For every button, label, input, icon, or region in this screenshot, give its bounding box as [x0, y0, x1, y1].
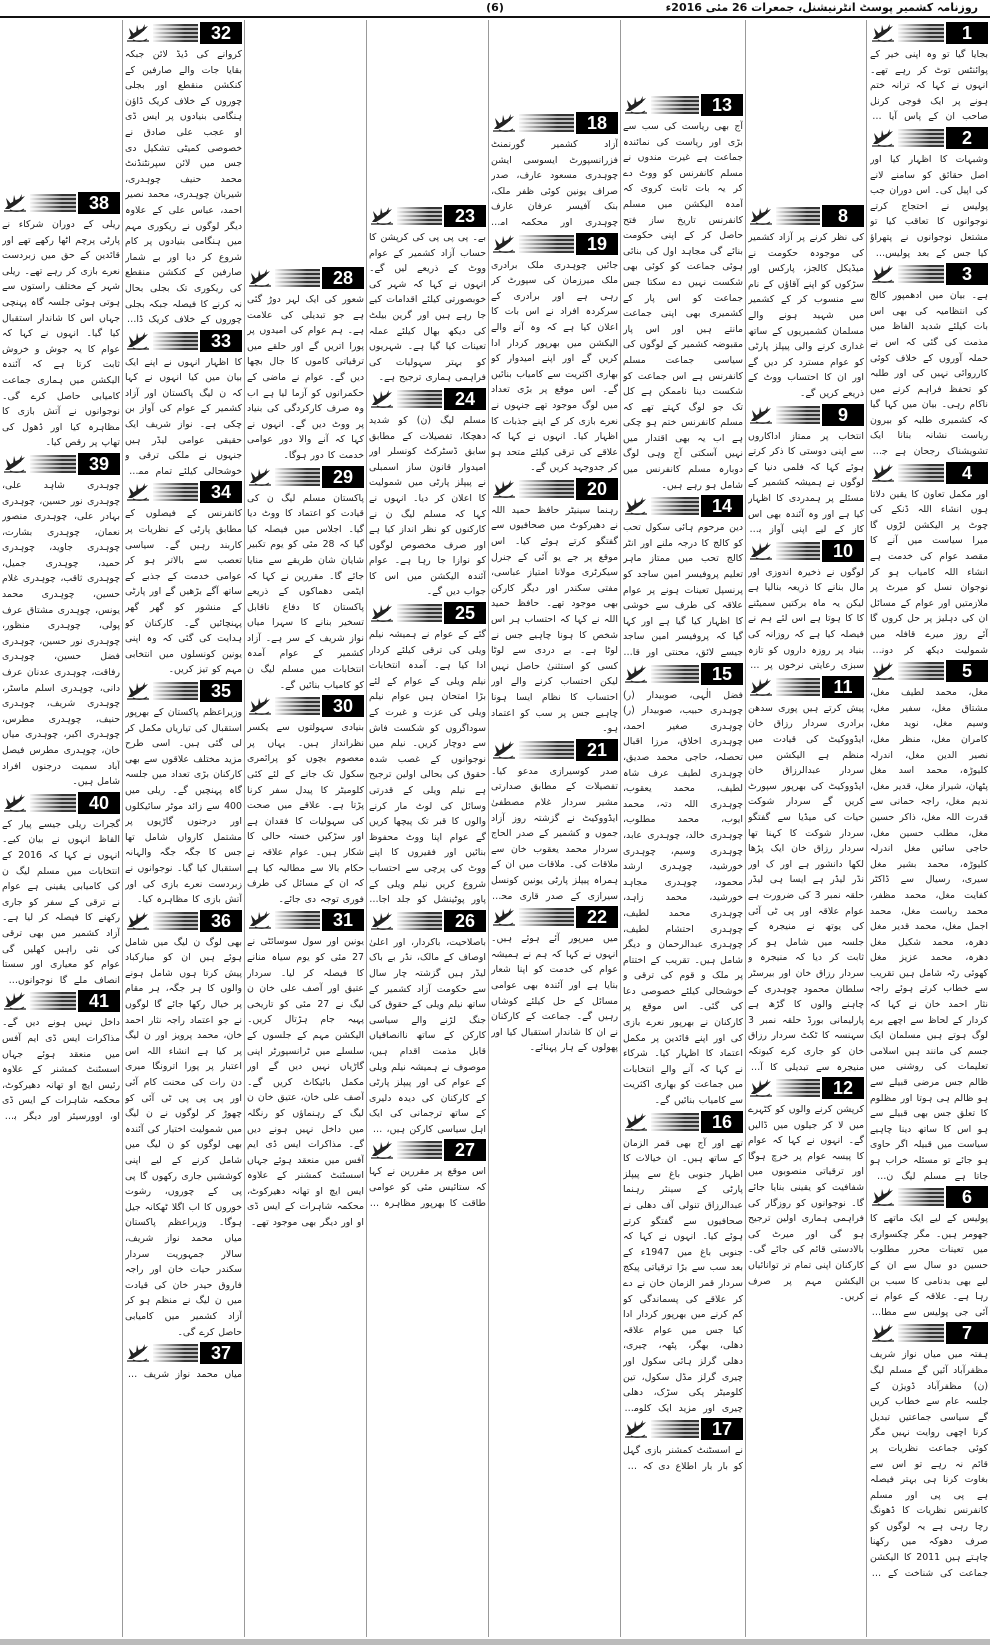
leaf-emblem-icon — [2, 453, 28, 475]
news-body: آزاد کشمیر گورنمنٹ فزرانسپورٹ ایسوسی ایشن چوہدری مسعود عارف، صدر صراف یونین کوئی ظفر ملک، بنک آفیسر عرفان عارف چوہدری اور محکمہ امور — [491, 139, 618, 228]
section-header — [491, 112, 618, 134]
news-item-20 — [491, 476, 618, 737]
header-stripe — [30, 794, 76, 812]
news-item-33 — [125, 328, 242, 480]
section-number: 26 — [444, 910, 486, 932]
column-1 — [870, 20, 988, 1637]
column-rule — [620, 20, 621, 1637]
column-lead-space — [623, 20, 743, 92]
column-3 — [623, 20, 743, 1637]
header-stripe — [898, 464, 944, 482]
news-body: پولیس کے لیے ایک ماتھے کا جھومر ہیں۔ مگر چکسواری میں تعینات محرر مطلوب حسین دو سال سے ان کے لیے بھی بدنامی کا سبب بن رہا ہے۔ علاقہ کے عوام نے آئی جی پولیس سے مطالبہ — [870, 1213, 988, 1318]
section-number: 22 — [576, 906, 618, 928]
news-body: صدر کوسیرازی مدعو کیا۔ تفصیلات کے مطابق صدارتی مشیر سردار غلام مصطفیٰ ایڈووکیٹ نے گزشتہ روز آزاد جموں و کشمیر کے صدر الحاج سردار محمد یعقوب خان سے ملاقات کی۔ ملاقات میں ان کے ہمراہ پیپلز پارٹی یونین کونسل سیرازی کے صدر قاری محمد — [491, 765, 618, 902]
header-stripe — [275, 269, 320, 287]
header-stripe — [153, 483, 198, 501]
news-body: بے۔ پی پی پی کی کرپشن کا حساب آزاد کشمیر کے عوام ووٹ کے ذریعے لیں گے۔ انہوں نے کہا کہ شہر کی خوبصورتی کیلئے اقدامات کیے جا رہے ہیں اور گرین بیلٹ کی دیکھ بھال کیلئے عملہ تعینات کیا گیا ہے۔ شہریوں کو بہتر سہولیات کی فراہمی ہماری ترجیح ہے۔ — [369, 232, 486, 384]
header-stripe — [898, 129, 944, 147]
page-number: (6) — [486, 1, 504, 14]
newspaper-title-date: روزنامہ کشمیر پوسٹ انٹرنیشنل، جمعرات 26 مئی 2016ء — [665, 1, 978, 14]
column-lead-space — [491, 20, 618, 110]
section-header — [623, 495, 743, 517]
header-stripe — [397, 1141, 442, 1159]
column-2 — [748, 20, 864, 1637]
leaf-emblem-icon — [125, 1342, 151, 1364]
news-item-23 — [369, 203, 486, 386]
news-body: وشبہات کا اظہار کیا اور اصل حقائق کو سامنے لانے کی اپیل کی۔ اس دوران جب پولیس نے احتجاج کرتے نوجوانوں کا تعاقب کیا تو مشتعل نوجوانوں نے پتھراؤ کیا جس کے بعد پولیس نے — [870, 153, 988, 259]
leaf-emblem-icon — [369, 205, 395, 227]
section-number: 21 — [576, 739, 618, 761]
section-header — [491, 739, 618, 761]
section-header — [870, 660, 988, 682]
news-item-35 — [125, 678, 242, 908]
news-item-26 — [369, 908, 486, 1138]
section-number: 2 — [946, 127, 988, 149]
news-item-36 — [125, 908, 242, 1340]
news-item-13 — [623, 92, 743, 493]
section-number: 1 — [946, 22, 988, 44]
section-header — [125, 481, 242, 503]
news-body: ہفتہ میں میاں نواز شریف مظفرآباد آئیں گے مسلم لیگ (ن) مظفرآباد ڈویژن کے جلسہ عام سے خطاب کریں گے سیاسی جماعتیں تبدیل کرنا اچھی روایت نہیں مگر کوئی جماعت نظریات پر قائم نہ رہے تو اس سے بغاوت کرنا ہی بہتر فیصلہ ہے پی پی اور مسلم کانفرنس نظریات کا ڈھونگ رچا رہی ہے یہ لوگوں کو صرف دھوکہ میں رکھنا چاہتے ہیں 2011 کا الیکشن جماعت کی شناخت کے لیے — [870, 1349, 988, 1579]
section-header — [748, 404, 864, 426]
leaf-emblem-icon — [369, 388, 395, 410]
section-number: 32 — [200, 22, 242, 44]
section-number: 27 — [444, 1139, 486, 1161]
leaf-emblem-icon — [623, 495, 649, 517]
section-number: 35 — [200, 680, 242, 702]
header-stripe — [651, 1420, 699, 1438]
section-number: 19 — [576, 233, 618, 255]
header-stripe — [397, 912, 442, 930]
section-header — [369, 602, 486, 624]
section-header — [748, 205, 864, 227]
news-item-22 — [491, 904, 618, 1056]
header-stripe — [519, 480, 574, 498]
news-body: بنیادی سہولتوں سے یکسر نظرانداز ہیں۔ یہاں پر معصوم بچوں کو پرائمری سکول تک جانے کے لئے کئی کلومیٹر کا پیدل سفر کرنا پڑتا ہے۔ علاقے میں صحت کی سہولیات کا فقدان ہے اور سڑکیں خستہ حالی کا شکار ہیں۔ عوام علاقہ نے حکام بالا سے مطالبہ کیا ہے کہ ان کے مسائل کی طرف فوری توجہ دی جائے۔ — [247, 722, 364, 905]
header-stripe — [519, 908, 574, 926]
header-stripe — [776, 406, 820, 424]
leaf-emblem-icon — [2, 990, 28, 1012]
leaf-emblem-icon — [369, 1139, 395, 1161]
section-header — [125, 910, 242, 932]
news-body: ہے۔ بیان میں ادھمپور کالج کی انتظامیہ کی بھی اس بات کیلئے شدید الفاظ میں مذمت کی گئی کہ اس نے حملہ آوروں کے خلاف کوئی کارروائی نہیں کی اور طلبہ کو تحفظ فراہم کرنے میں ناکام رہی۔ بیان میں کہا گیا کہ کشمیری طلبہ کو بیرون ریاست نشانہ بنانا ایک تشویشناک رجحان ہے جس — [870, 290, 988, 458]
leaf-emblem-icon — [623, 1111, 649, 1133]
header-stripe — [275, 468, 320, 486]
section-number: 10 — [822, 540, 864, 562]
leaf-emblem-icon — [369, 602, 395, 624]
news-item-1 — [870, 20, 988, 125]
section-number: 16 — [701, 1111, 743, 1133]
news-body: کروانے کی ڈیڈ لائن جبکہ بقایا جات والے صارفین کے کنکشن منقطع اور بجلی چوروں کے خلاف کریک ڈاؤن ہنگامی بنیادوں پر ایس ڈی او عجب علی صادق نے خصوصی کمیٹی تشکیل دی جس میں لائن سپرنٹنڈنٹ محمد حنیف چوہدری، شیربان چوہدری، محمد نصیر احمد، عباس علی کے علاوہ دیگر لوگوں نے ریکوری مہم میں ہنگامی بنیادوں پر کام شروع کر دیا اور بے شمار صارفین کے کنکشن منقطع کی ریکوری تک بجلی بحال نہ کرنے کا فیصلہ جبکہ بجلی چوروں کے خلاف کریک ڈاؤن — [125, 49, 242, 326]
column-lead-space — [369, 20, 486, 203]
section-header — [247, 909, 364, 931]
news-item-41 — [2, 988, 120, 1124]
news-body: مسلم لیگ (ن) کو شدید دھچکا، تفصیلات کے مطابق سابق ڈسٹرکٹ کونسلر اور امیدوار قانون ساز اسمبلی نے پیپلز پارٹی میں شمولیت کا اعلان کر دیا۔ انہوں نے کہا کہ مسلم لیگ ن نے کارکنوں کو نظر انداز کیا ہے اور صرف مخصوص لوگوں کو نوازا جا رہا ہے۔ عوام آئندہ الیکشن میں اس کا جواب دیں گے۔ — [369, 414, 486, 598]
news-item-25 — [369, 600, 486, 908]
section-header — [870, 1322, 988, 1344]
news-item-21 — [491, 737, 618, 904]
section-number: 13 — [701, 94, 743, 116]
news-body: میاں محمد نواز شریف کی — [125, 1369, 242, 1381]
column-8 — [2, 20, 120, 1637]
section-header — [125, 680, 242, 702]
news-body: اور مکمل تعاون کا یقین دلاتا ہوں انشاء اللہ ڈنکے کی چوٹ پر الیکشن لڑوں گا میرا سیاست میں آنے کا مقصد عوام کی خدمت ہے انشاء اللہ کامیاب ہو کر نوجوان نسل کو میرٹ پر ملازمتیں اور عوام کے مسائل ان کی دہلیز پر حل کروں گا آئے روز میرے قافلہ میں شمولیت دیکھ کر دونوں — [870, 488, 988, 656]
news-body: گجرات ریلی جیسے پیار کے الفاظ انہوں نے بیان کیے۔ انہوں نے کہا کہ 2016 کے انتخابات میں مسلم لیگ ن کی کامیابی یقینی ہے عوام نے ترقی کے سفر کو جاری رکھنے کا فیصلہ کر لیا ہے۔ آزاد کشمیر میں بھی ترقی کی نئی راہیں کھلیں گی عوام کو معیاری اور سستا انصاف ملے گا نوجوانوں کو — [2, 818, 120, 986]
section-number: 8 — [822, 205, 864, 227]
news-body: کرپشن کرنے والوں کو کٹہرے میں لا کر جیلوں میں ڈالیں گے۔ انہوں نے کہا کہ عوام کا پیسہ عوام پر خرچ ہوگا اور ترقیاتی منصوبوں میں شفافیت کو یقینی بنایا جائے گا۔ نوجوانوں کو روزگار کی فراہمی ہماری اولین ترجیح ہو گی اور میرٹ کی بالادستی قائم کی جائے گی۔ کارکنان اپنی تمام تر توانائیاں الیکشن مہم پر صرف کریں۔ — [748, 1104, 864, 1303]
section-header — [247, 466, 364, 488]
section-number: 6 — [946, 1186, 988, 1208]
news-item-37 — [125, 1340, 242, 1383]
news-body: فضل الٰہی، صوبیدار (ر) چوہدری حبیب، صوبیدار (ر) چوہدری صغیر احمد، چوہدری اخلاق، مرزا اقبال تحصلہ، حاجی محمد صدیق، چوہدری لطیف عرف شاہ لطیف، محمد یعقوب، چوہدری اللہ دتہ، محمد ایوب، محمد مطلوب، چوہدری خالد، چوہدری عابد، چوہدری وسیم، چوہدری خورشید، چوہدری ارشد محمود، چوہدری مجاہد خورشید، محمد زاہد، چوہدری محمد لطیف، چوہدری احتشام لطیف، چوہدری عبدالرحمان و دیگر شامل ہیں۔ تقریب کے اختتام پر ملک و قوم کی ترقی و خوشحالی کیلئے خصوصی دعا کی گئی۔ اس موقع پر کارکنان نے بھرپور نعرے بازی کی اور اپنے قائدین پر مکمل اعتماد کا اظہار کیا۔ شرکاء نے کہا کہ آنے والے انتخابات میں جماعت کو بھاری اکثریت سے کامیاب بنائیں گے۔ — [623, 689, 743, 1107]
header-stripe — [153, 332, 198, 350]
section-number: 28 — [322, 267, 364, 289]
section-number: 3 — [946, 263, 988, 285]
section-number: 29 — [322, 466, 364, 488]
news-body: گئے کے عوام نے ہمیشہ نیلم ویلی کی ترقی کیلئے کردار ادا کیا ہے۔ آمدہ انتخابات نیلم ویلی کے عوام کے لئے بڑا امتحان ہیں عوام نیلم ویلی کی عزت و غیرت کے سوداگروں کو شکست فاش سے دوچار کریں۔ نیلم میں نوجوانوں کے غصب شدہ حقوق کی بحالی اولین ترجیح ہے نیلم ویلی کے قدرتی وسائل کی لوٹ مار کرنے والوں کا قبر تک پیچھا کریں گے عوام اپنا ووٹ محفوظ بنائیں اور فقیروں کا اپنے ووٹ کی پرچی سے احتساب شروع کریں نیلم ویلی کے پاور پوٹینشل کو جلد اجاگر — [369, 629, 486, 906]
news-item-18 — [491, 110, 618, 231]
leaf-emblem-icon — [491, 906, 517, 928]
section-number: 25 — [444, 602, 486, 624]
header-stripe — [30, 194, 76, 212]
column-7 — [125, 20, 242, 1637]
news-item-5 — [870, 658, 988, 1184]
section-header — [491, 233, 618, 255]
header-stripe — [776, 1079, 820, 1097]
leaf-emblem-icon — [125, 330, 151, 352]
header-stripe — [776, 678, 820, 696]
leaf-emblem-icon — [247, 267, 273, 289]
leaf-emblem-icon — [623, 663, 649, 685]
section-number: 33 — [200, 330, 242, 352]
leaf-emblem-icon — [748, 205, 774, 227]
news-body: دین مرحوم ہائی سکول تحب کو کالج کا درجہ ملنے اور انٹر کالج تحب میں ممتاز ماہر تعلیم پروفیسر امین ساجد کو پرنسپل تعینات ہونے پر عوام علاقہ کی طرف سے خوشی کا اظہار کیا گیا ہے اور کہا گیا کہ پروفیسر امین ساجد جیسے لائق، محنتی اور قابل — [623, 522, 743, 658]
leaf-emblem-icon — [623, 1418, 649, 1440]
leaf-emblem-icon — [491, 112, 517, 134]
section-header — [623, 1418, 743, 1440]
news-body: پیش کرتے ہیں پوری سدھن برادری سردار رزاق خان ایڈووکیٹ کی قیادت میں منظم ہے الیکشن میں سردار عبدالرزاق خان ایڈووکیٹ کی بھرپور سپورٹ کریں گے سردار شوکت حیات کی میڈیا سے گفتگو سردار شوکت کا کہنا تھا سردار رزاق خان ایک پڑھا لکھا دانشور ہے اور ک اور نڈر لیڈر ہے ایسا ہی لیڈر حلقہ نمبر 3 کی ضرورت ہے عوام علاقہ اور پی ٹی آئی کی یوتھ نے منیجرہ کے جلسہ میں شامل ہو کر ثابت کر دیا کہ منیجرہ و سردار رزاق خان اور بیرسٹر سلطان محمود چوہدری کے چاہنے والوں کا گڑھ ہے پارلیمانی بورڈ حلقہ نمبر 3 سہنسہ کا ٹکٹ سردار رزاق خان کو جاری کرے کیونکہ منیجرہ سے تبدیلی کا آغاز — [748, 702, 864, 1073]
column-rule — [488, 20, 489, 1637]
leaf-emblem-icon — [491, 739, 517, 761]
section-number: 15 — [701, 663, 743, 685]
news-item-12 — [748, 1075, 864, 1305]
leaf-emblem-icon — [870, 1186, 896, 1208]
section-header — [125, 330, 242, 352]
news-item-2 — [870, 125, 988, 261]
news-body: کی نظر کرنے پر آزاد کشمیر کی موجودہ حکومت نے میڈیکل کالجز، پارکس اور سڑکوں کو اپنے آقاؤں کے نام سے منسوب کر کے کشمیر میں شہید ہونے والے مسلمان کشمیریوں کے ساتھ غداری کرنے والی پیپلز پارٹی کو عوام مسترد کر دیں گے اور ان کا احتساب ووٹ کے ذریعے کریں گے۔ — [748, 232, 864, 399]
news-body: چوہدری شاہد علی، چوہدری نور حسین، چوہدری بہادر علی، چوہدری منصور نعمان، چوہدری بشارت، چوہدری جاوید، چوہدری حمید، چوہدری جمیل، چوہدری ثاقب، چوہدری غلام حسین، چوہدری محمد یونس، چوہدری مشتاق عرف پولی، چوہدری منظور، چوہدری نور حسین، چوہدری فضل حسین، چوہدری رفاقت، چوہدری عدنان عرف دانی، چوہدری اسلم ماسٹر، چوہدری شریف، چوہدری حنیف، چوہدری مطرس، چوہدری اکبر، چوہدری میاں خان، چوہدری مطرس فیصل آباد سمیت درجنوں افراد شامل ہیں۔ — [2, 479, 120, 788]
news-item-9 — [748, 402, 864, 538]
section-number: 24 — [444, 388, 486, 410]
news-item-14 — [623, 493, 743, 660]
header-stripe — [898, 265, 944, 283]
section-number: 20 — [576, 478, 618, 500]
leaf-emblem-icon — [623, 94, 649, 116]
section-header — [2, 792, 120, 814]
header-stripe — [519, 114, 574, 132]
news-item-24 — [369, 386, 486, 600]
news-body: یونین اور سول سوسائٹی نے 27 مئی کو یوم سیاہ منانے کا فیصلہ کر لیا۔ سردار عتیق اور آصف علی خان ن لیگ نے 27 مئی کو تاریخی پہیہ جام ہڑتال کریں۔ الیکشن مہم کے جلسوں کے سلسلے میں ٹرانسپورٹر اپنی گاڑیاں نہیں دیں گے اور مکمل بائیکاٹ کریں گے۔ آصف علی خان، عتیق خان ن لیگ کے رہنماؤں کو رنگلہ میں داخل نہیں ہونے دیں گے۔ مذاکرات ایس ڈی ایم آفس میں منعقد ہوئے جہاں اسسٹنٹ کمشنر کے علاوہ ایس ایچ او تھانہ دھیرکوٹ، محکمہ شاہرات کے ایس ڈی او اور دیگر بھی موجود تھے۔ — [247, 936, 364, 1229]
section-header — [125, 1342, 242, 1364]
header-stripe — [30, 455, 76, 473]
news-item-39 — [2, 451, 120, 790]
header-stripe — [397, 604, 442, 622]
header-stripe — [275, 697, 320, 715]
column-rule — [244, 20, 245, 1637]
news-body: رہنما سینیٹر حافظ حمید اللہ نے دھیرکوٹ میں صحافیوں سے گفتگو کرتے ہوئے کیا۔ اس موقع پر جے یو آئی کے جنرل سیکرٹری مولانا امتیاز عباسی، مفتی سکندر اور دیگر کارکن بھی موجود تھے۔ حافظ حمید اللہ نے کہا کہ احتساب ہر اس شخص کا ہونا چاہیے جس نے لوٹا ہے۔ بے دردی سے لوٹا کسی کو استثنیٰ حاصل نہیں لیکن احتساب کرنے والے اور احتساب کا نظام ایسا ہونا چاہیے جس پر سب کو اعتماد ہو۔ — [491, 504, 618, 735]
news-body: وزیراعظم پاکستان کے بھرپور استقبال کی تیاریاں مکمل کر لی گئی ہیں۔ اسی طرح مزید مختلف علاقوں سے بھی کارکنان بڑی تعداد میں جلسہ گاہ پہنچیں گے۔ ریلی میں 400 سے زائد موٹر سائیکلوں اور درجنوں گاڑیوں پر مشتمل کارواں شامل تھا جس کا جگہ جگہ والہانہ استقبال کیا گیا۔ نوجوانوں نے زبردست نعرے بازی کی اور آتش بازی کا مظاہرہ کیا۔ — [125, 706, 242, 906]
section-header — [870, 1186, 988, 1208]
news-item-28 — [247, 265, 364, 464]
section-header — [369, 205, 486, 227]
section-number: 23 — [444, 205, 486, 227]
column-rule — [866, 20, 867, 1637]
header-stripe — [397, 390, 442, 408]
leaf-emblem-icon — [870, 462, 896, 484]
header-stripe — [776, 207, 820, 225]
leaf-emblem-icon — [2, 192, 28, 214]
news-body: میں میرپور آئے ہوئے ہیں۔ انہوں نے کہا کہ ہم نے ہمیشہ عوام کی خدمت کو اپنا شعار بنایا ہے اور آئندہ بھی عوامی مسائل کے حل کیلئے کوشاں رہیں گے۔ جماعت کے کارکنان نے ان کا شاندار استقبال کیا اور پھولوں کے ہار پہنائے۔ — [491, 933, 618, 1054]
news-item-17 — [623, 1416, 743, 1474]
section-header — [369, 910, 486, 932]
section-number: 31 — [322, 909, 364, 931]
leaf-emblem-icon — [491, 478, 517, 500]
header-stripe — [519, 235, 574, 253]
news-item-27 — [369, 1137, 486, 1211]
section-header — [623, 1111, 743, 1133]
news-item-19 — [491, 231, 618, 476]
column-lead-space — [2, 20, 120, 190]
leaf-emblem-icon — [748, 404, 774, 426]
section-header — [491, 478, 618, 500]
news-item-16 — [623, 1109, 743, 1417]
news-body: تھے اور آج بھی قمر الزمان کے ساتھ ہیں۔ ان خیالات کا اظہار جنوبی باغ سے پیپلز پارٹی کے سینئر رہنما عبدالرزاق تنولی آف دھلی نے صحافیوں سے گفتگو کرتے ہوئے کیا۔ انہوں نے کہا کہ جنوبی باغ میں 1947ء کے بعد سب سے بڑا ترقیاتی پیکج سردار قمر الزمان خان نے دے کر علاقے کی پسماندگی کو کم کرنے میں بھرپور کردار ادا کیا جس میں عوام علاقہ دھلی، بھگر، پٹھہ، چیری، دھلی گرلز ہائی سکول اور چیری گرلز مڈل سکول، تین کلومیٹر پکی سڑک، دھلی چیری اور مزید ایک کلومیٹر — [623, 1137, 743, 1414]
news-item-10 — [748, 538, 864, 674]
header-stripe — [651, 497, 699, 515]
masthead — [0, 0, 990, 18]
leaf-emblem-icon — [870, 22, 896, 44]
section-number: 38 — [78, 192, 120, 214]
header-stripe — [153, 1344, 198, 1362]
leaf-emblem-icon — [247, 466, 273, 488]
news-item-7 — [870, 1320, 988, 1581]
section-header — [491, 906, 618, 928]
section-header — [623, 94, 743, 116]
news-body: بجایا گیا تو وہ اپنی خیر کے پوائنٹس توٹ کر رہے تھے۔ انہوں نے کہا کہ ترانہ ختم ہونے پر ایک فوجی کرنل صاحب ان کے پاس آیا اور — [870, 49, 988, 123]
leaf-emblem-icon — [491, 233, 517, 255]
column-lead-space — [748, 20, 864, 203]
news-item-40 — [2, 790, 120, 989]
leaf-emblem-icon — [369, 910, 395, 932]
header-stripe — [153, 682, 198, 700]
leaf-emblem-icon — [125, 22, 151, 44]
news-item-11 — [748, 674, 864, 1075]
section-header — [247, 695, 364, 717]
section-number: 11 — [822, 676, 864, 698]
section-number: 40 — [78, 792, 120, 814]
section-header — [748, 540, 864, 562]
header-stripe — [898, 662, 944, 680]
leaf-emblem-icon — [748, 676, 774, 698]
news-item-4 — [870, 460, 988, 659]
section-number: 9 — [822, 404, 864, 426]
news-body: بھی لوگ ن لیگ میں شامل ہوئے ہیں ان کو مبارکباد پیش کرتا ہوں شامل ہونے والوں کا ہر جگہ، ہر مقام پر خیال رکھا جائے گا لوگوں نے جو اعتماد راجہ نثار احمد خان، محمد پرویز اور ن لیگ پر کیا ہے انشاء اللہ اس اعتبار پر پورا اترونگا میری دن رات کی محنت کام آئی اور پی پی پی ٹی آئی کو چھوڑ کر لوگوں نے ن لیگ میں شمولیت اختیار کی آئندہ بھی لوگوں کو ن لیگ میں شامل کرنے کے لیے اپنی کوششیں جاری رکھوں گا پی پی کے چوروں، رشوت خوروں کا اب اگلا ٹھکانہ جیل ہوگا۔ وزیراعظم پاکستان میاں محمد نواز شریف، سالار جمہوریت سردار سکندر حیات خان اور راجہ فاروق حیدر خان کی قیادت میں ن لیگ نے منظم ہو کر آزاد کشمیر میں کامیابی حاصل کرے گی۔ — [125, 936, 242, 1338]
section-number: 36 — [200, 910, 242, 932]
news-body: ریلی کے دوران شرکاء نے پارٹی پرچم اٹھا رکھے تھے اور قائدین کے حق میں زبردست نعرے بازی کر رہے تھے۔ ریلی شہر کے مختلف راستوں سے ہوتی ہوئی جلسہ گاہ پہنچی جہاں اس کا شاندار استقبال کیا گیا۔ انہوں نے کہا کہ عوام کا یہ جوش و خروش ثابت کرتا ہے کہ آئندہ الیکشن میں ہماری جماعت کامیابی حاصل کرے گی۔ نوجوانوں نے آتش بازی کا مظاہرہ کیا اور ڈھول کی تھاپ پر رقص کیا۔ — [2, 219, 120, 449]
header-stripe — [275, 911, 320, 929]
column-5 — [369, 20, 486, 1637]
column-4 — [491, 20, 618, 1637]
column-rule — [122, 20, 123, 1637]
column-rule — [745, 20, 746, 1637]
header-stripe — [776, 542, 820, 560]
news-body: پاکستان مسلم لیگ ن کی قیادت کو اعتماد کا ووٹ دیا گیا۔ اجلاس میں فیصلہ کیا گیا کہ 28 مئی کو یوم تکبیر شایان شان طریقے سے منایا جائے گا۔ مقررین نے کہا کہ ایٹمی دھماکوں کے ذریعے پاکستان کا دفاع ناقابل تسخیر بنانے کا سہرا میاں نواز شریف کے سر ہے۔ آزاد کشمیر کے عوام آمدہ انتخابات میں مسلم لیگ ن کو کامیاب بنائیں گے۔ — [247, 492, 364, 691]
header-stripe — [519, 741, 574, 759]
column-rule — [366, 20, 367, 1637]
news-item-6 — [870, 1184, 988, 1320]
header-stripe — [153, 24, 198, 42]
section-header — [748, 676, 864, 698]
section-header — [748, 1077, 864, 1099]
header-stripe — [898, 1188, 944, 1206]
leaf-emblem-icon — [247, 909, 273, 931]
news-body: مغل، محمد لطیف مغل، مشتاق مغل، سفیر مغل، وسیم مغل، نوید مغل، کامران مغل، منظر مغل، نصیر الدین مغل، اندرلہ کلیوڑہ، محمد اسد مغل پٹھان، شیراز مغل، قدیر مغل، ندیم مغل، راجہ حمانی سے قدرت اللہ مغل، ذاکر حسین مغل، مطلب حسین مغل، حاجی سائیں مغل اندرلہ کلیوڑہ، محمد بشیر مغل سیری، رسیال سے ڈاکٹر کفایت مغل، محمد مظفر، محمد ریاست مغل، محمد اجمل مغل، محمد قدیر مغل دھرہ، محمد شکیل مغل دھرہ، محمد عزیز مغل کھوئی رٹہ شامل ہیں تقریب سے خطاب کرتے ہوئے راجہ نثار احمد خان نے کہا کہ کردار کے لحاظ سے اچھے برے لوگ ہوتے ہیں مسلمان ایک جسم کی مانند ہیں اسلامی تعلیمات کی روشنی میں ظالم جس مرضی قبیلے سے ہو ظالم ہی ہوتا اور مظلوم کا تعلق جس بھی قبیلے سے ہو اس کا ساتھ دینا چاہیے سیاست میں قبیلہ اگر حاوی ہو جائے تو مسئلہ خراب ہو جاتا ہے مسلم لیگ ن نے — [870, 687, 988, 1182]
news-body: داخل نہیں ہونے دیں گے۔ مذاکرات ایس ڈی ایم آفس میں منعقد ہوئے جہاں اسسٹنٹ کمشنر کے علاوہ رئیس ایچ او تھانہ دھیرکوٹ، محکمہ شاہرات کے ایس ڈی او، اوورسیئر اور دیگر بھی — [2, 1017, 120, 1122]
section-number: 34 — [200, 481, 242, 503]
section-header — [247, 267, 364, 289]
section-number: 5 — [946, 660, 988, 682]
leaf-emblem-icon — [748, 540, 774, 562]
page-footer-rule — [0, 1639, 990, 1645]
leaf-emblem-icon — [125, 680, 151, 702]
news-item-38 — [2, 190, 120, 451]
news-body: آج بھی ریاست کی سب سے بڑی اور ریاست کی نمائندہ جماعت ہے غیرت مندوں نے مسلم کانفرنس کو ووٹ دے کر یہ بات ثابت کروی کہ آمدہ الیکشن میں مسلم کانفرنس تاریخ ساز فتح حاصل کر کے اپنی حکومت بنائے گی مجاہد اول کی بنائی ہوئی جماعت کو کوئی بھی شکست نہیں دے سکتا جس جماعت کو اس پار کے کشمیری بھی اپنی جماعت مانتے ہیں اور اس پار مقبوضہ کشمیر کے لوگوں کی سیاسی جماعت مسلم کانفرنس ہے اس جماعت کو شکست دینا ناممکن ہے کل تک جو لوگ کہتے تھے کہ مسلم کانفرنس ختم ہو چکی ہے اب یہ بھی اقتدار میں نہیں آسکتی آج وہی لوگ دوبارہ مسلم کانفرنس میں شامل ہو رہے ہیں۔ — [623, 121, 743, 491]
header-stripe — [651, 1113, 699, 1131]
news-body: کا اظہار انہوں نے اپنے ایک بیان میں کیا انہوں نے کہا کہ ن لیگ پاکستان اور آزاد کشمیر کے عوام کی آواز بن چکی ہے۔ نواز شریف ایک حقیقی عوامی لیڈر ہیں جنہوں نے ملکی ترقی و خوشحالی کیلئے تمام ممکنہ — [125, 356, 242, 477]
section-header — [369, 388, 486, 410]
section-header — [870, 462, 988, 484]
news-item-15 — [623, 661, 743, 1109]
section-number: 7 — [946, 1322, 988, 1344]
leaf-emblem-icon — [870, 1322, 896, 1344]
news-body: جائیں چوہدری ملک برادری ملک میرزمان کی سپورٹ کر رہی ہے اور برادری کے سرکردہ افراد نے اس بات کا اعلان کیا ہے کہ وہ آنے والے الیکشن میں بھرپور کردار ادا کریں گے اور اپنے امیدوار کو بھاری اکثریت سے کامیاب بنائیں گے۔ اس موقع پر بڑی تعداد میں لوگ موجود تھے جنہوں نے نعرے بازی کر کے اپنے جذبات کا اظہار کیا۔ انہوں نے کہا کہ علاقے کی ترقی کیلئے متحد ہو کر جدوجہد کریں گے۔ — [491, 259, 618, 474]
news-item-3 — [870, 261, 988, 460]
header-stripe — [651, 665, 699, 683]
leaf-emblem-icon — [125, 481, 151, 503]
news-body: باصلاحیت، باکردار، اور اعلیٰ اوصاف کے مالک، نڈر بے باک لیڈر ہیں گزشتہ چار سال سے حکومت آزاد کشمیر کے ساتھ نیلم ویلی کے حقوق کی جنگ لڑنے والے سیاسی کارکن کے ساتھ ناانصافیاں قابل مذمت اقدام ہیں، موصوف نے ہمیشہ نیلم ویلی کے عوام کی اور پیپلز پارٹی کے کارکنان کی دیدہ دلیری کے ساتھ ترجمانی کی ایک اہل سیاسی کارکن ہیں، چار — [369, 936, 486, 1135]
leaf-emblem-icon — [247, 695, 273, 717]
news-item-31 — [247, 907, 364, 1230]
section-header — [2, 990, 120, 1012]
news-item-29 — [247, 464, 364, 694]
section-header — [125, 22, 242, 44]
section-header — [369, 1139, 486, 1161]
section-number: 14 — [701, 495, 743, 517]
header-stripe — [30, 992, 76, 1010]
news-body: اس موقع پر مقررین نے کہا کہ ستائیس مئی کو عوامی طاقت کا بھرپور مظاہرہ کیا — [369, 1166, 486, 1209]
news-item-32 — [125, 20, 242, 328]
section-number: 30 — [322, 695, 364, 717]
news-body: شعور کی ایک لہر دوڑ گئی ہے جو تبدیلی کی علامت ہے۔ ہم عوام کی امیدوں پر پورا اتریں گے اور حلقے میں ترقیاتی کاموں کا جال بچھا دیں گے۔ عوام نے ماضی کے حکمرانوں کو آزما لیا ہے اب وہ صرف کارکردگی کی بنیاد پر ووٹ دیں گے۔ انہوں نے کہا کہ آنے والا دور عوامی خدمت کا دور ہوگا۔ — [247, 294, 364, 461]
news-body: نے اسسٹنٹ کمشنر بازی گہل کو بار بار اطلاع دی کہ لاؤڈ — [623, 1445, 743, 1472]
news-item-34 — [125, 479, 242, 678]
column-6 — [247, 20, 364, 1637]
section-header — [2, 192, 120, 214]
leaf-emblem-icon — [748, 1077, 774, 1099]
news-item-30 — [247, 693, 364, 907]
leaf-emblem-icon — [870, 127, 896, 149]
section-number: 12 — [822, 1077, 864, 1099]
header-stripe — [397, 207, 442, 225]
leaf-emblem-icon — [870, 263, 896, 285]
section-number: 18 — [576, 112, 618, 134]
header-stripe — [153, 912, 198, 930]
news-body: لوگوں نے ذخیرہ اندوزی اور مال بنانے کا ذریعہ بنالیا ہے لیکن یہ ماہ برکتیں سمیٹنے کا کا ہوتا ہے اس لئے ہم نے فیصلہ کیا ہے کہ روزانہ کی بنیاد پر روزہ داروں کو تازہ سبزی رعایتی نرخوں پر دی — [748, 566, 864, 672]
leaf-emblem-icon — [125, 910, 151, 932]
section-header — [870, 263, 988, 285]
news-body: انتخاب پر ممتاز اداکاروں سے اپنی دوستی کا ذکر کرتے ہوئے کہا کہ فلمی دنیا کے لوگوں نے ہمیشہ کشمیر کے مسئلے پر ہمدردی کا اظہار کیا ہے اور وہ آئندہ بھی اس کاز کے لیے اپنی آواز بلند — [748, 430, 864, 536]
leaf-emblem-icon — [870, 660, 896, 682]
section-header — [623, 663, 743, 685]
news-body: کانفرنس کے فیصلوں کے مطابق پارٹی کے نظریات پر کاربند رہیں گے۔ سیاسی تعصب سے بالاتر ہو کر عوامی خدمت کے جذبے کے ساتھ آگے بڑھیں گے اور پارٹی کے منشور کو گھر گھر پہنچائیں گے۔ کارکنان کو ہدایت کی گئی کہ وہ اپنی یونین کونسلوں میں انتخابی مہم کو تیز کریں۔ — [125, 508, 242, 676]
leaf-emblem-icon — [2, 792, 28, 814]
section-number: 39 — [78, 453, 120, 475]
section-header — [2, 453, 120, 475]
header-stripe — [898, 24, 944, 42]
section-header — [870, 127, 988, 149]
news-item-8 — [748, 203, 864, 402]
column-lead-space — [247, 20, 364, 265]
section-number: 41 — [78, 990, 120, 1012]
header-stripe — [651, 96, 699, 114]
section-number: 17 — [701, 1418, 743, 1440]
header-stripe — [898, 1324, 944, 1342]
section-header — [870, 22, 988, 44]
section-number: 37 — [200, 1342, 242, 1364]
section-number: 4 — [946, 462, 988, 484]
